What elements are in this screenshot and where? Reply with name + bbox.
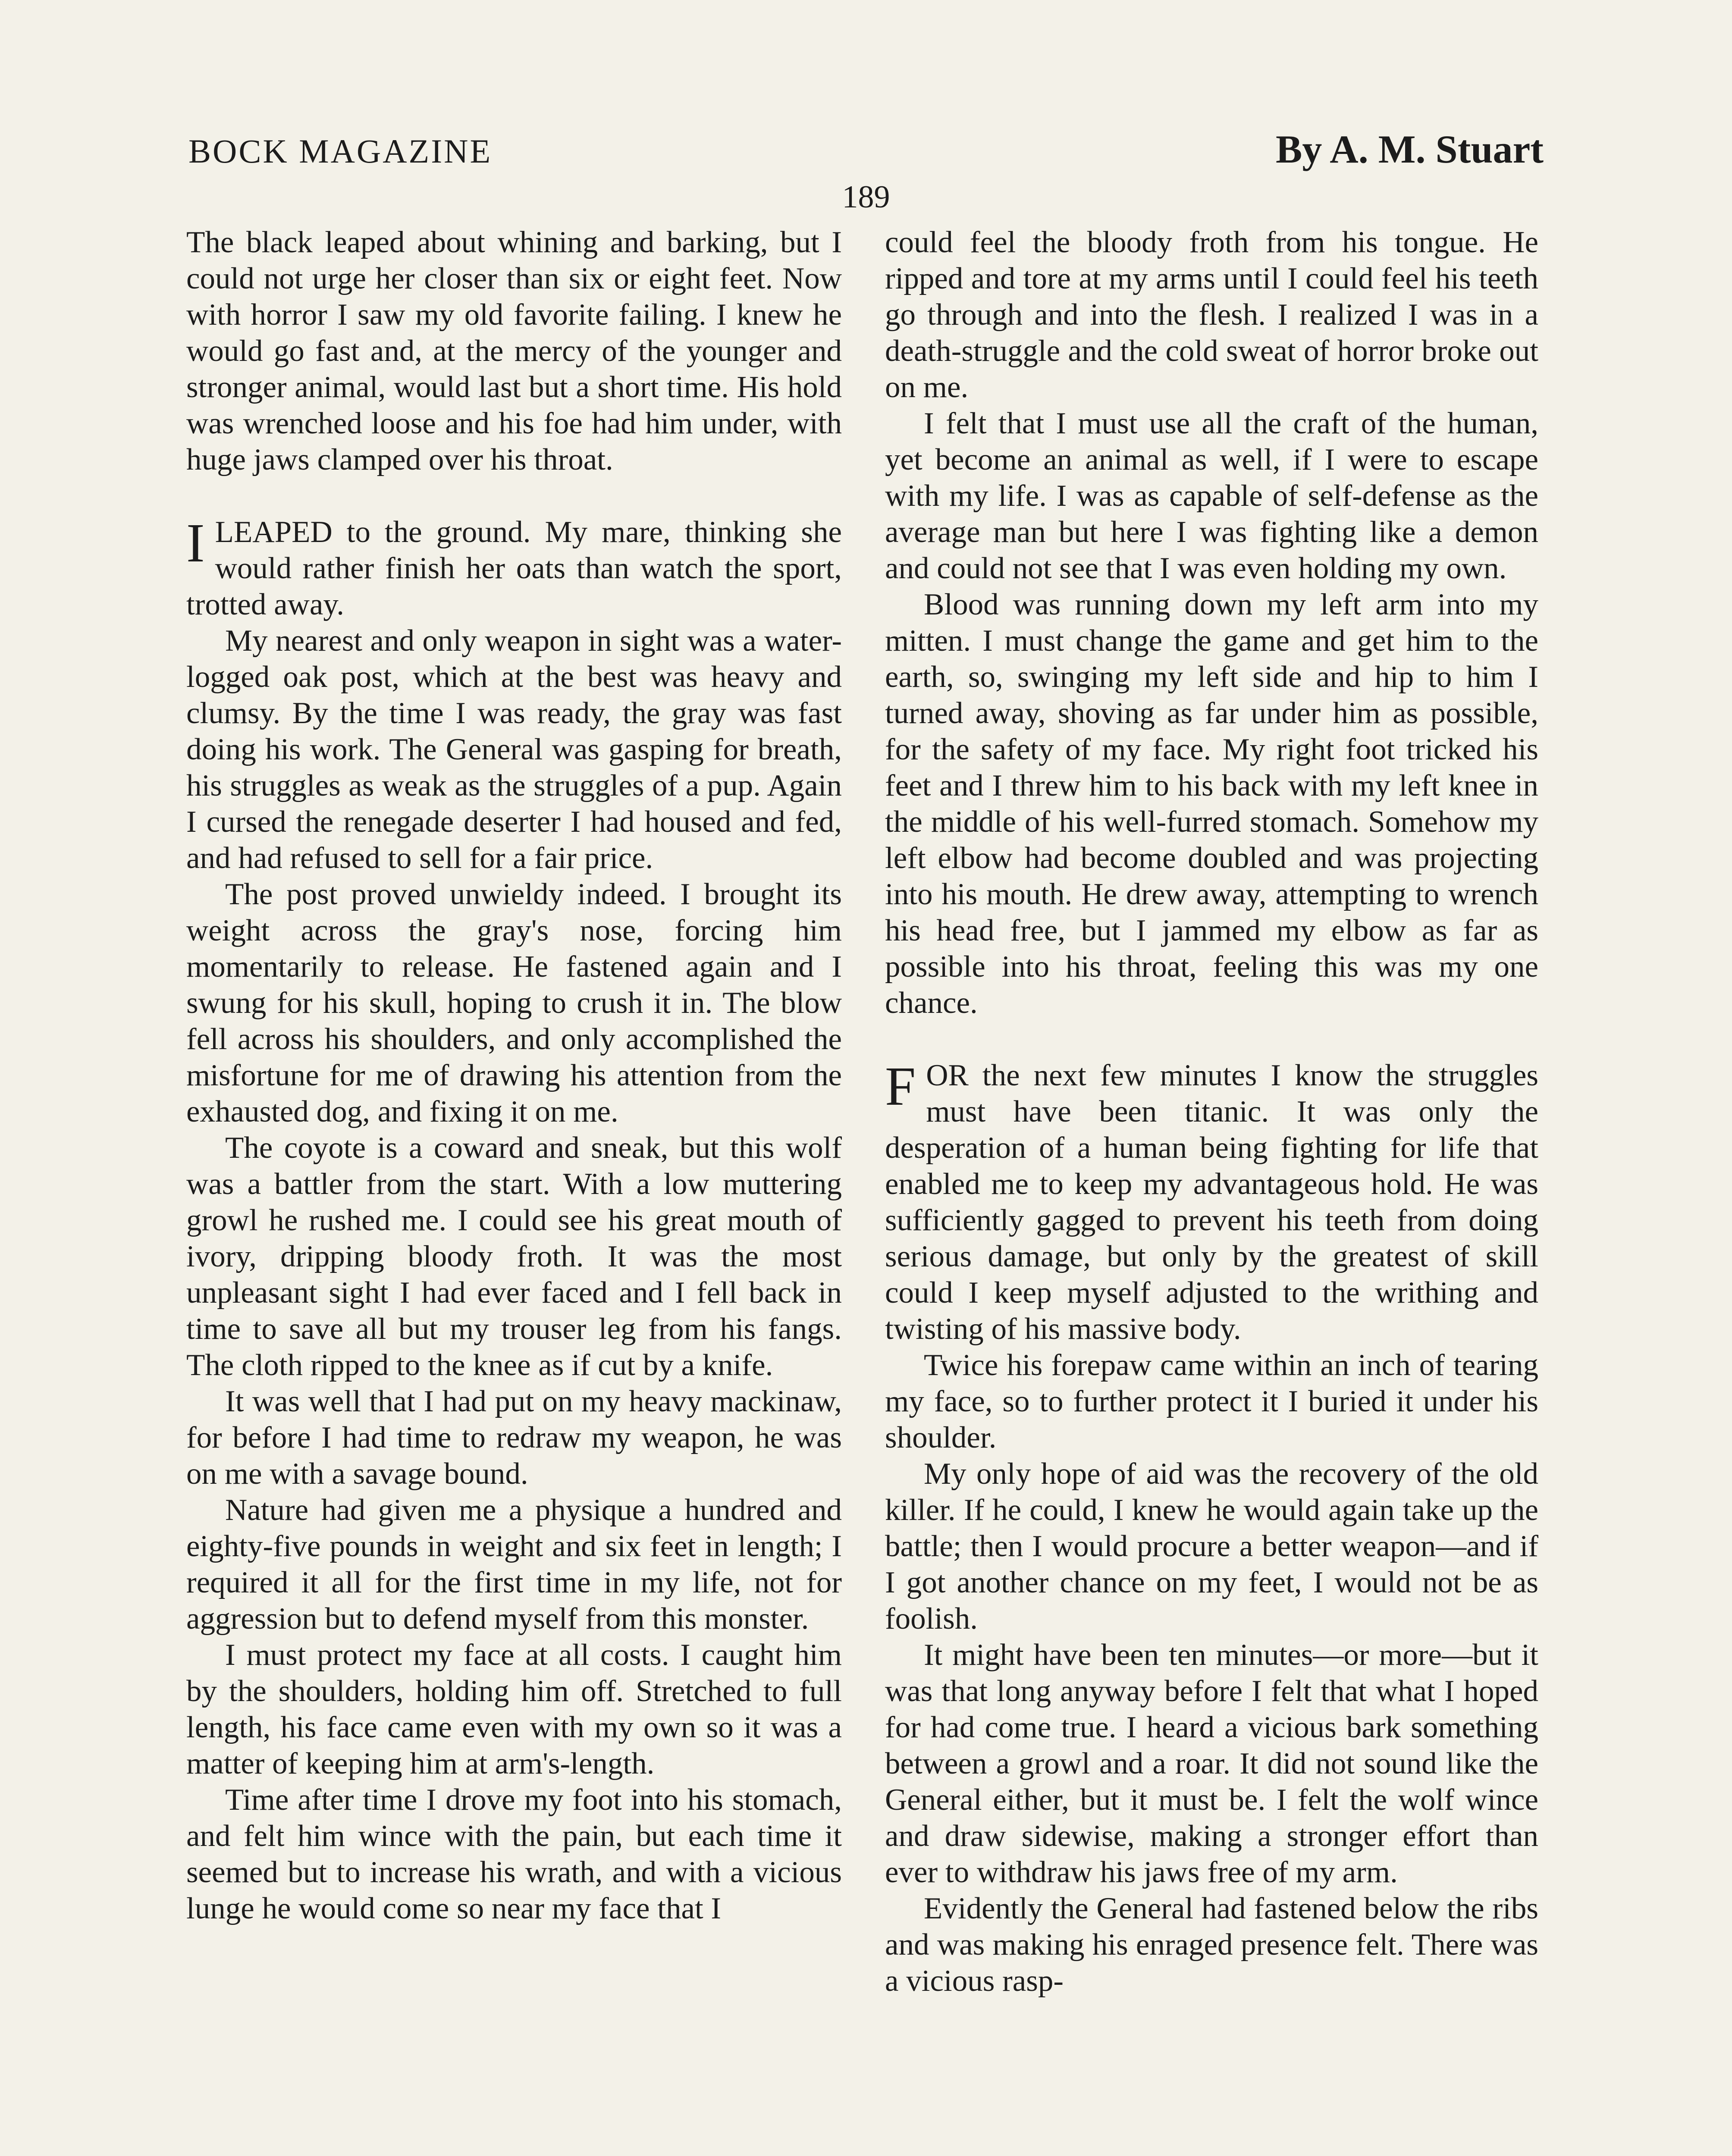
- paragraph: My nearest and only weapon in sight was a water-logged oak post, which at the best was heavy and clumsy. By the time I was ready, the gray was fast doing his work. The General was gasping for breath, his struggles as weak as the struggles of a pup. Again I cursed the renegade deserter I had housed and fed, and had refused to sell for a fair price.: [186, 624, 842, 875]
- paragraph: Blood was running down my left arm into my mitten. I must change the game and get him to the earth, so, swinging my left side and hip to him I turned away, shoving as far under him as possible, for the safety of my face. My right foot tricked his feet and I threw him to his back with my left knee in the middle of his well-furred stomach. Somehow my left elbow had become doubled and was projecting into his mouth. He drew away, attempting to wrench his head free, but I jammed my elbow as far as possible into his throat, feeling this was my one chance.: [885, 588, 1538, 1020]
- paragraph: Nature had given me a physique a hundred and eighty-five pounds in weight and six feet in length; I required it all for the first time in my life, not for aggression but to defend myself from this monster.: [186, 1493, 842, 1636]
- author-byline: By A. M. Stuart: [1276, 127, 1544, 171]
- paragraph: It might have been ten minutes—or more—but it was that long anyway before I felt that what I hoped for had come true. I heard a vicious bark something between a growl and a roar. It did not sound like the General either, but it must be. I felt the wolf wince and draw sidewise, making a stronger effort than ever to withdraw his jaws free of my arm.: [885, 1638, 1538, 1889]
- paragraph-section-start: ILEAPED to the ground. My mare, thinking she would rather finish her oats than watch the sport, trotted away.: [186, 512, 842, 621]
- paragraph: I must protect my face at all costs. I caught him by the shoulders, holding him off. Stretched to full length, his face came even with my own so it was a matter of keeping him at arm's-length.: [186, 1638, 842, 1780]
- paragraph: Evidently the General had fastened below the ribs and was making his enraged presence felt. There was a vicious rasp-: [885, 1892, 1538, 1998]
- paragraph: Time after time I drove my foot into his stomach, and felt him wince with the pain, but each time it seemed but to increase his wrath, and with a vicious lunge he would come so near my face that I: [186, 1783, 842, 1925]
- paragraph: The black leaped about whining and barking, but I could not urge her closer than six or eight feet. Now with horror I saw my old favorite failing. I knew he would go fast and, at the mercy of the younger and stronger animal, would last but a short time. His hold was wrenched loose and his foe had him under, with huge jaws clamped over his throat.: [186, 226, 842, 476]
- paragraph: It was well that I had put on my heavy mackinaw, for before I had time to redraw my weapon, he was on me with a savage bound.: [186, 1385, 842, 1491]
- paragraph-section-start: FOR the next few minutes I know the struggles must have been titanic. It was only the desperation of a human being fighting for life that enabled me to keep my advantageous hold. He was sufficiently gagged to prevent his teeth from doing serious damage, but only by the greatest of skill could I keep myself adjusted to the writhing and twisting of his massive body.: [885, 1056, 1538, 1346]
- paragraph: The post proved unwieldy indeed. I brought its weight across the gray's nose, forcing him momentarily to release. He fastened again and I swung for his skull, hoping to crush it in. The blow fell across his shoulders, and only accomplished the misfortune for me of drawing his attention from the exhausted dog, and fixing it on me.: [186, 877, 842, 1128]
- paragraph: The coyote is a coward and sneak, but this wolf was a battler from the start. With a low muttering growl he rushed me. I could see his great mouth of ivory, dripping bloody froth. It was the most unpleasant sight I had ever faced and I fell back in time to save all but my trouser leg from his fangs. The cloth ripped to the knee as if cut by a knife.: [186, 1131, 842, 1382]
- right-column: [885, 224, 1538, 1999]
- paragraph: I felt that I must use all the craft of the human, yet become an animal as well, if I were to escape with my life. I was as capable of self-defense as the average man but here I was fighting like a demon and could not see that I was even holding my own.: [885, 407, 1538, 585]
- paragraph: Twice his forepaw came within an inch of tearing my face, so to further protect it I buried it under his shoulder.: [885, 1348, 1538, 1454]
- page-number: 189: [842, 179, 890, 215]
- paragraph: My only hope of aid was the recovery of the old killer. If he could, I knew he would again take up the battle; then I would procure a better weapon—and if I got another chance on my feet, I would not be as foolish.: [885, 1457, 1538, 1636]
- publication-title: BOCK MAGAZINE: [188, 132, 493, 170]
- paragraph-continued: could feel the bloody froth from his tongue. He ripped and tore at my arms until I could feel his teeth go through and into the flesh. I realized I was in a death-struggle and the cold sweat of horror broke out on me.: [885, 226, 1538, 404]
- left-column: [186, 224, 842, 1927]
